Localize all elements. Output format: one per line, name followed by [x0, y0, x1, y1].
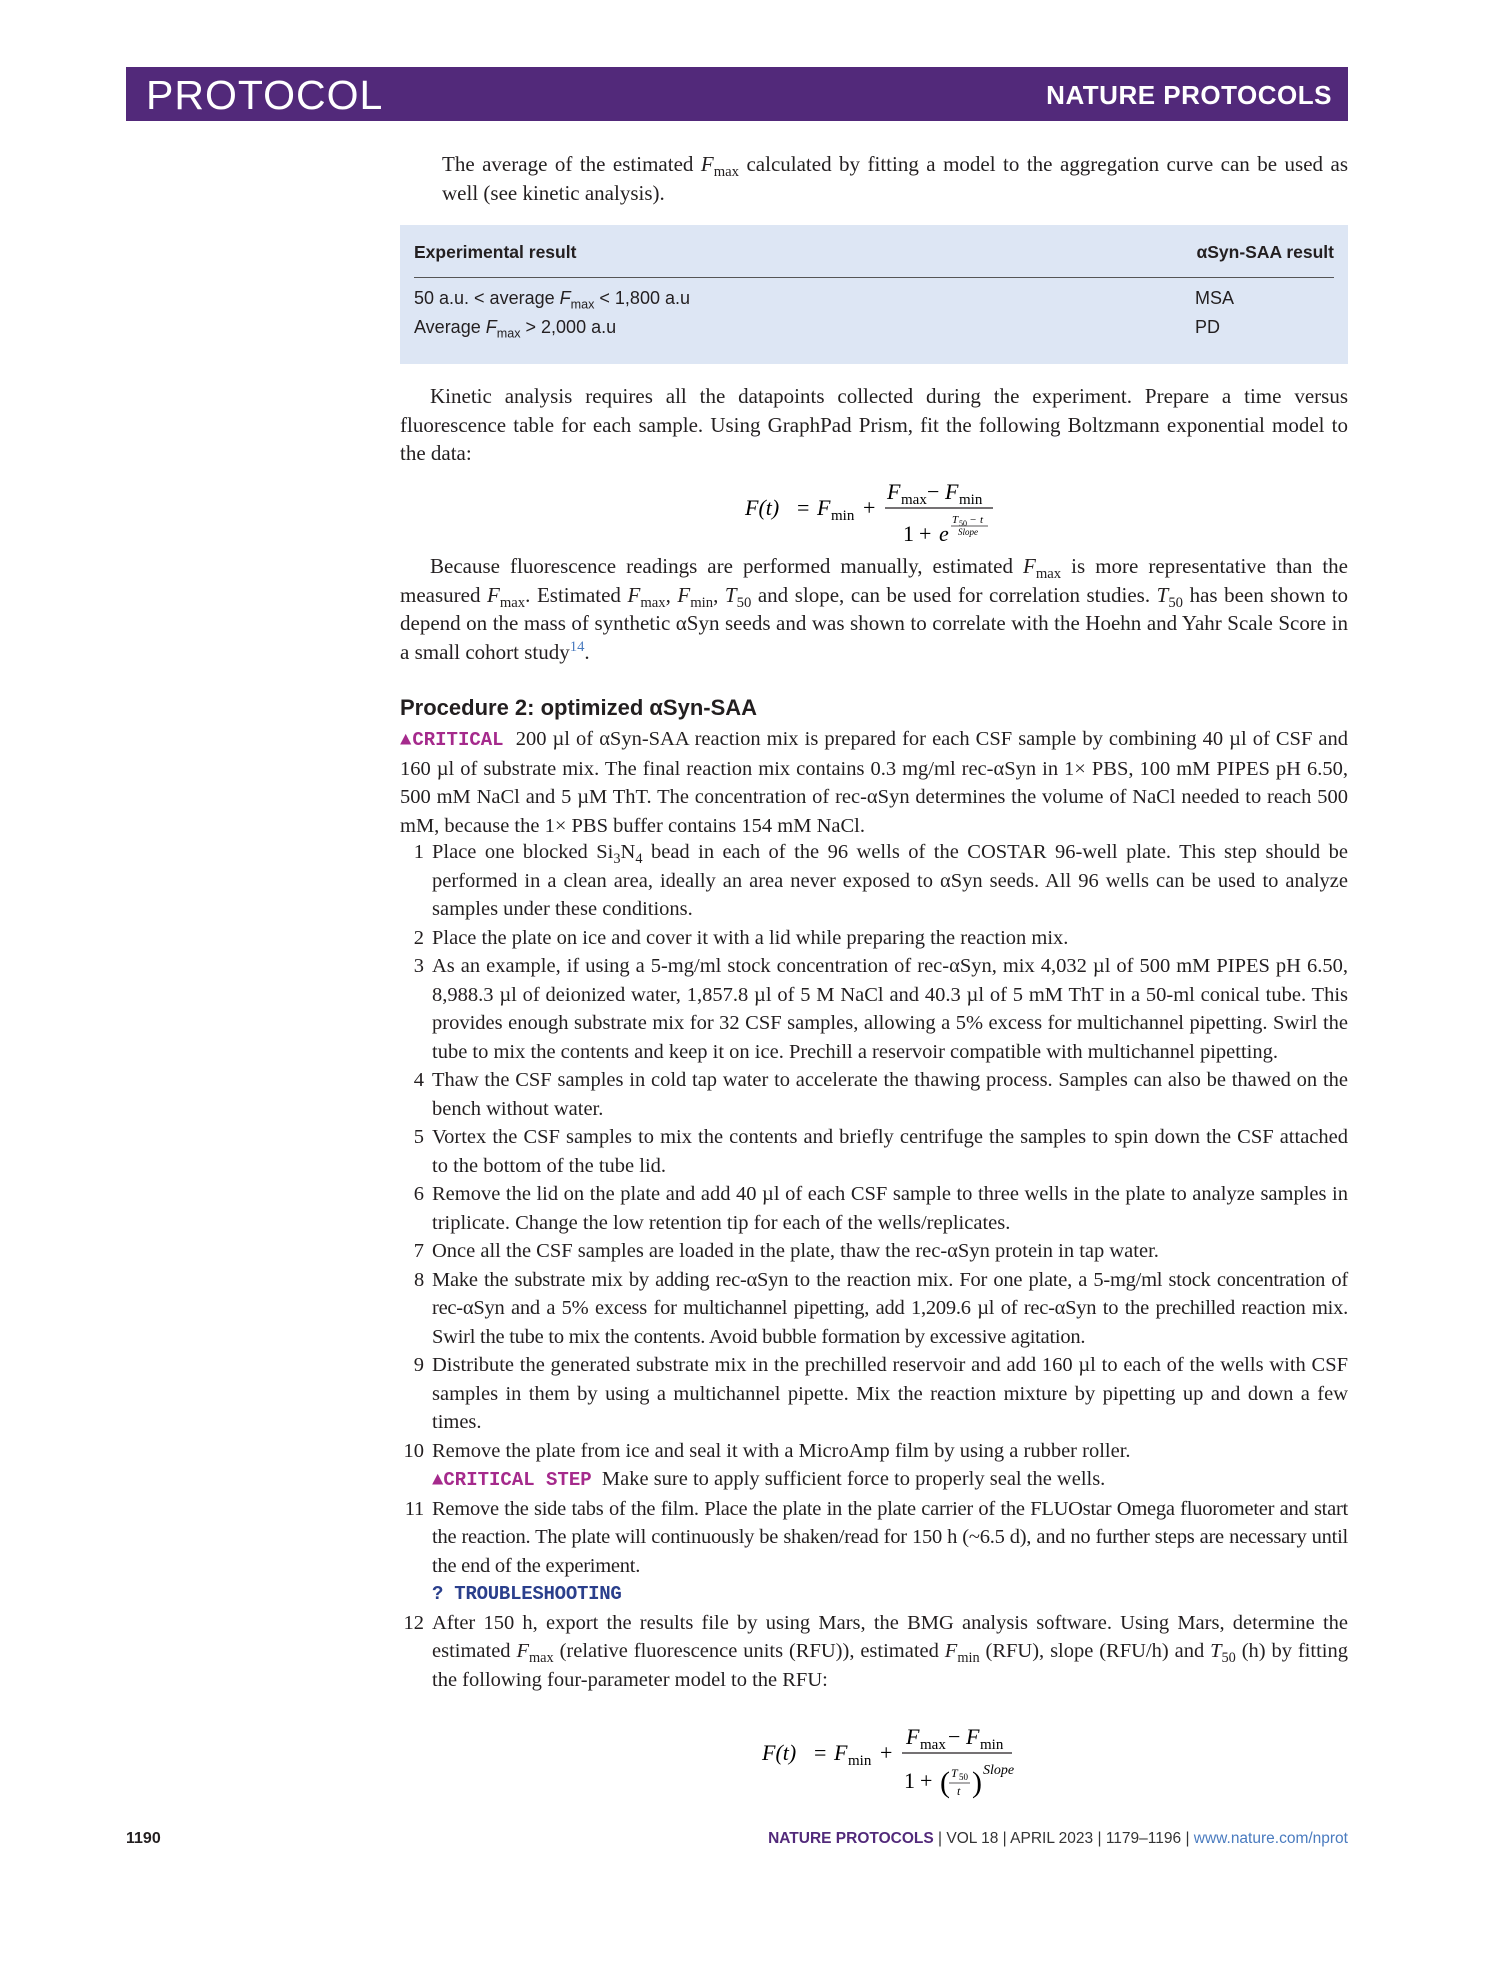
step-9: 9 Distribute the generated substrate mix in the prechilled reservoir and add 160 µl to each of the wells with CSF samples in them by using a multichannel pipette. Mix the reaction mixture by pipetting up and down a few times. — [413, 1354, 1348, 1433]
svg-text:−: − — [970, 514, 977, 526]
svg-text:max: max — [901, 492, 927, 508]
svg-text:1: 1 — [903, 521, 914, 546]
svg-text:50: 50 — [959, 519, 967, 528]
troubleshooting-link[interactable]: ? TROUBLESHOOTING — [432, 1583, 622, 1605]
svg-text:T: T — [952, 514, 959, 526]
svg-text:max: max — [920, 1737, 946, 1753]
svg-text:F: F — [834, 1740, 848, 1765]
journal-url-link[interactable]: www.nature.com/nprot — [1193, 1830, 1348, 1847]
svg-text:−: − — [948, 1724, 961, 1749]
svg-text:min: min — [980, 1737, 1004, 1753]
step-10-critical-step: ▲CRITICAL STEP Make sure to apply sufficient force to properly seal the wells. — [432, 1468, 1106, 1491]
step-7: 7 Once all the CSF samples are loaded in the plate, thaw the rec-αSyn protein in tap water. — [413, 1240, 1159, 1262]
footer-citation: NATURE PROTOCOLS | VOL 18 | APRIL 2023 | 1179–1196 | www.nature.com/nprot — [768, 1830, 1348, 1847]
procedure-2-title: Procedure 2: optimized αSyn-SAA — [400, 695, 758, 720]
step-11: 11 Remove the side tabs of the film. Place the plate in the plate carrier of the FLUOstar Omega fluorometer and start the reaction. The plate will continuously be shaken/read for 150 h (~6.5 d), and no further steps are necessary until the end of the experiment. ? TROUBLESHOOTING — [400, 1495, 1348, 1609]
svg-text:1: 1 — [904, 1768, 915, 1793]
svg-text:+: + — [863, 495, 876, 520]
svg-text:+: + — [919, 521, 932, 546]
step-4: 4 Thaw the CSF samples in cold tap water to accelerate the thawing process. Samples can also be thawed on the bench without water. — [413, 1069, 1348, 1120]
svg-text:min: min — [959, 492, 983, 508]
four-parameter-equation — [762, 1722, 1022, 1809]
svg-text:50: 50 — [959, 1772, 968, 1782]
section-label: PROTOCOL — [146, 72, 384, 118]
svg-text:F: F — [887, 479, 901, 504]
svg-text:T: T — [951, 1766, 958, 1780]
svg-text:F(t): F(t) — [745, 495, 780, 520]
step-6: 6 Remove the lid on the plate and add 40 µl of each CSF sample to three wells in the plate to analyze samples in triplicate. Change the low retention tip for each of the wells/replicates. — [413, 1183, 1348, 1234]
boltzmann-equation — [745, 473, 1005, 558]
journal-name: NATURE PROTOCOLS — [1046, 80, 1332, 110]
svg-text:+: + — [920, 1768, 933, 1793]
svg-text:e: e — [939, 521, 949, 546]
svg-text:Slope: Slope — [958, 527, 978, 537]
table-row-msa-condition: 50 a.u. < average $F_{max} < 1,800$ a.u — [414, 288, 690, 312]
svg-text:Slope: Slope — [983, 1763, 1015, 1778]
svg-text:F: F — [966, 1724, 980, 1749]
step-3: 3 As an example, if using a 5-mg/ml stock concentration of rec-αSyn, mix 4,032 µl of 500 mM PIPES pH 6.50, 8,988.3 µl of deionized water, 1,857.8 µl of 5 M NaCl and 40.3 µl of 5 mM ThT in a 50-ml conical tube. This provides enough substrate mix for 32 CSF samples, allowing a 5% excess for multichannel pipetting. Swirl the tube to mix the contents and keep it on ice. Prechill a reservoir compatible with multichannel pipetting. — [413, 955, 1348, 1063]
table-row-pd-result: PD — [1195, 317, 1221, 337]
svg-text:+: + — [880, 1740, 893, 1765]
svg-text:t: t — [980, 514, 984, 526]
step-5: 5 Vortex the CSF samples to mix the contents and briefly centrifuge the samples to spin down the CSF attached to the bottom of the tube lid. — [413, 1126, 1348, 1177]
svg-text:): ) — [972, 1766, 982, 1799]
table-rule — [414, 277, 1334, 278]
critical-label: ▲CRITICAL — [400, 729, 504, 751]
result-table — [400, 225, 1348, 364]
journal-header-bar — [126, 67, 1348, 121]
svg-text:F(t): F(t) — [762, 1740, 797, 1765]
col-header-result: αSyn-SAA result — [1196, 242, 1334, 262]
svg-text:F: F — [906, 1724, 920, 1749]
svg-text:=: = — [814, 1740, 827, 1765]
svg-text:min: min — [848, 1753, 872, 1769]
reference-link-14[interactable]: 14 — [569, 638, 585, 655]
step-8: 8 Make the substrate mix by adding rec-αSyn to the reaction mix. For one plate, a 5-mg/ml stock concentration of rec-αSyn and a 5% excess for multichannel pipetting, add 1,209.6 µl of rec-αSyn to the prechilled reaction mix. Swirl the tube to mix the contents. Avoid bubble formation by excessive agitation. — [414, 1268, 1348, 1348]
svg-text:=: = — [797, 495, 810, 520]
estimated-parameters-paragraph: Because fluorescence readings are performed manually, estimated $F_{max}$ is more representative than the measured $F_{max}$. Estimated $F_{max}$, $F_{min}$, $T_{50}$ and slope, can be used for correlation studies. $T_{50}$ has been shown to depend on the mass of synthetic αSyn seeds and was shown to correlate with the Hoehn and Yahr Scale Score in a small cohort study$^{14}$. — [400, 554, 1349, 664]
svg-text:(: ( — [940, 1766, 950, 1799]
table-row-pd-condition: Average $F_{max} > 2,000$ a.u — [414, 317, 617, 341]
page-number: 1190 — [126, 1830, 161, 1847]
svg-text:−: − — [927, 479, 940, 504]
step-1: 1 Place one blocked $Si_3N_4$ bead in each of the 96 wells of the COSTAR 96-well plate. This step should be performed in a clean area, ideally an area never exposed to αSyn seeds. All 96 wells can be used to analyze samples under these conditions. — [413, 841, 1348, 920]
intro-paragraph: The average of the estimated $F_{max}$ calculated by fitting a model to the aggregation curve can be used as well (see kinetic analysis). — [442, 152, 1348, 205]
step-12: 12 After 150 h, export the results file by using Mars, the BMG analysis software. Using Mars, determine the estimated $F_{max}$ (relative fluorescence units (RFU)), estimated $F_{min}$ (RFU), slope (RFU/h) and $T_{50}$ (h) by fitting the following four-parameter model to the RFU: — [403, 1611, 1348, 1691]
svg-text:t: t — [957, 1784, 961, 1798]
procedure-critical-note: ▲CRITICAL 200 µl of αSyn-SAA reaction mix is prepared for each CSF sample by combining 40 µl of CSF and 160 µl of substrate mix. The final reaction mix contains 0.3 mg/ml rec-αSyn in 1× PBS, 100 mM PIPES pH 6.50, 500 mM NaCl and 5 µM ThT. The concentration of rec-αSyn determines the volume of NaCl needed to reach 500 mM, because the 1× PBS buffer contains 154 mM NaCl. — [400, 728, 1349, 837]
table-row-msa-result: MSA — [1195, 288, 1235, 308]
step-10: 10 Remove the plate from ice and seal it with a MicroAmp film by using a rubber roller. ▲CRITICAL STEP Make sure to apply sufficient force to properly seal the wells. — [400, 1437, 1348, 1495]
svg-text:F: F — [817, 495, 831, 520]
kinetic-analysis-paragraph: Kinetic analysis requires all the datapoints collected during the experiment. Prepare a time versus fluorescence table for each sample. Using GraphPad Prism, fit the following Boltzmann exponential model to the data: — [400, 384, 1348, 465]
col-header-experimental: Experimental result — [414, 242, 577, 262]
svg-text:min: min — [831, 508, 855, 524]
procedure-steps — [400, 838, 1348, 1694]
step-2: 2 Place the plate on ice and cover it with a lid while preparing the reaction mix. — [413, 926, 1069, 949]
svg-text:F: F — [945, 479, 959, 504]
